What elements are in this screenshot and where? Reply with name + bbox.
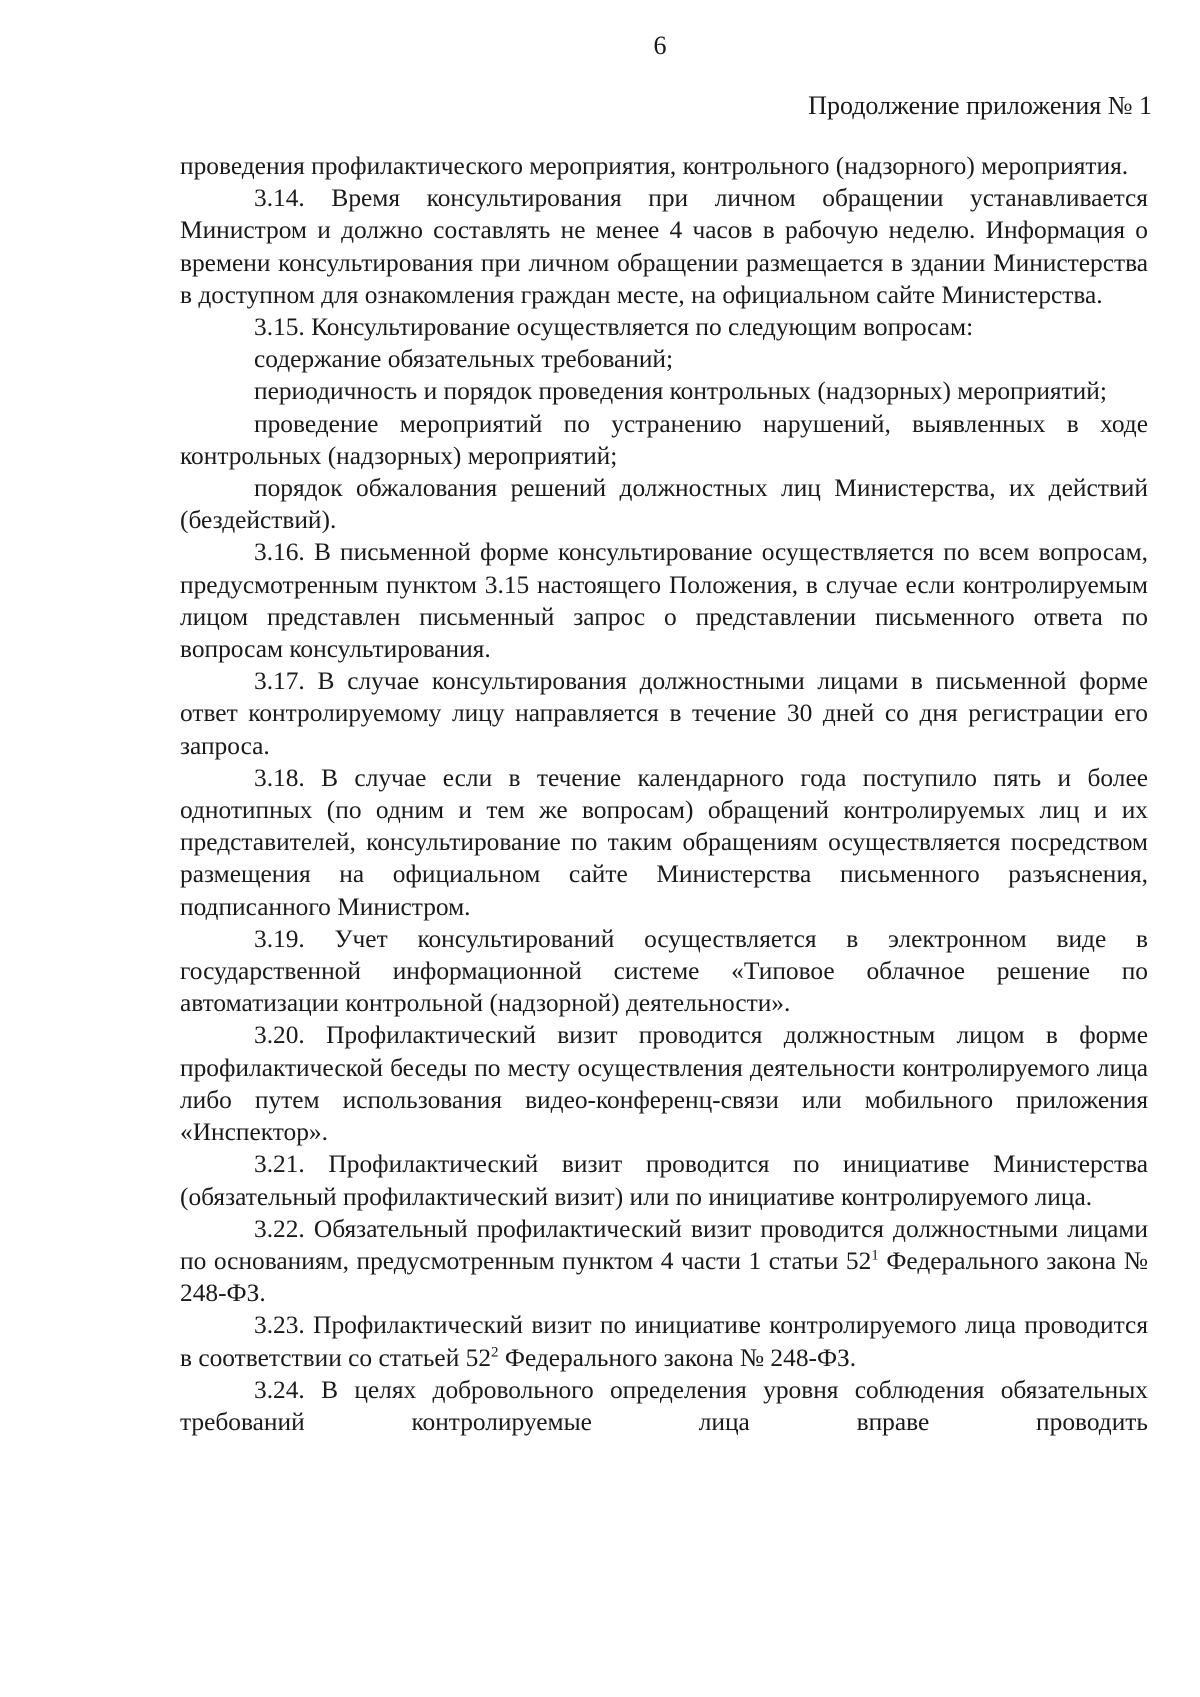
paragraph-continuation: проведения профилактического мероприятия, контрольного (надзорного) мероприятия. — [180, 152, 1129, 180]
paragraph-3-22 — [180, 1213, 1148, 1310]
paragraph-3-22-text: 3.22. Обязательный профилактический визит проводится должностными лицами по основаниям, предусмотренным пунктом 4 части 1 статьи 52 — [180, 1214, 1148, 1275]
document-body — [180, 150, 1148, 1438]
superscript-1: 1 — [871, 1247, 879, 1264]
paragraph-3-22-tail: Федерального закона № 248-ФЗ. — [180, 1246, 1148, 1308]
paragraph-3-20: 3.20. Профилактический визит проводится должностным лицом в форме профилактической беседы по месту осуществления деятельности контролируемого лица либо путем использования видео-конференц-связи или мобильного приложения «Инспектор». — [180, 1021, 1148, 1147]
list-item-requirements: содержание обязательных требований; — [254, 345, 674, 374]
paragraph-3-23 — [180, 1309, 1148, 1373]
paragraph-3-17: 3.17. В случае консультирования должностными лицами в письменной форме ответ контролируемому лицу направляется в течение 30 дней со дня регистрации его запроса. — [180, 667, 1148, 760]
paragraph-3-23-tail: Федерального закона № 248-ФЗ. — [498, 1343, 857, 1372]
paragraph-3-19: 3.19. Учет консультирований осуществляется в электронном виде в государственной информационной системе «Типовое облачное решение по автоматизации контрольной (надзорной) деятельности». — [180, 924, 1148, 1018]
paragraph-3-15: 3.15. Консультирование осуществляется по следующим вопросам: — [254, 313, 974, 342]
paragraph-3-24: 3.24. В целях добровольного определения уровня соблюдения обязательных требований контролируемые лица вправе проводить — [180, 1375, 1148, 1436]
list-item-appeal: порядок обжалования решений должностных лиц Министерства, их действий (бездействий). — [180, 474, 1148, 535]
paragraph-3-14: 3.14. Время консультирования при личном обращении устанавливается Министром и должно составлять не менее 4 часов в рабочую неделю. Информация о времени консультирования при личном обращении размещается в здании Министерства в доступном для ознакомления граждан месте, на официальном сайте Министерства. — [180, 184, 1148, 309]
superscript-2: 2 — [491, 1344, 499, 1361]
list-item-violations: проведение мероприятий по устранению нарушений, выявленных в ходе контрольных (надзорных) мероприятий; — [180, 409, 1148, 470]
appendix-label: Продолжение приложения № 1 — [808, 91, 1152, 120]
page-number: 6 — [653, 31, 667, 60]
paragraph-3-21: 3.21. Профилактический визит проводится по инициативе Министерства (обязательный профилактический визит) или по инициативе контролируемого лица. — [180, 1150, 1148, 1211]
paragraph-3-18: 3.18. В случае если в течение календарного года поступило пять и более однотипных (по одним и тем же вопросам) обращений контролируемых лиц и их представителей, консультирование по таким обращениям осуществляется посредством размещения на официальном сайте Министерства письменного разъяснения, подписанного Министром. — [180, 763, 1148, 921]
paragraph-3-16: 3.16. В письменной форме консультирование осуществляется по всем вопросам, предусмотренным пунктом 3.15 настоящего Положения, в случае если контролируемым лицом представлен письменный запрос о представлении письменного ответа по вопросам консультирования. — [180, 538, 1148, 664]
paragraph-3-23-text: 3.23. Профилактический визит по инициативе контролируемого лица проводится в соответствии со статьей 52 — [180, 1311, 1148, 1372]
list-item-periodicity: периодичность и порядок проведения контрольных (надзорных) мероприятий; — [254, 377, 1107, 406]
